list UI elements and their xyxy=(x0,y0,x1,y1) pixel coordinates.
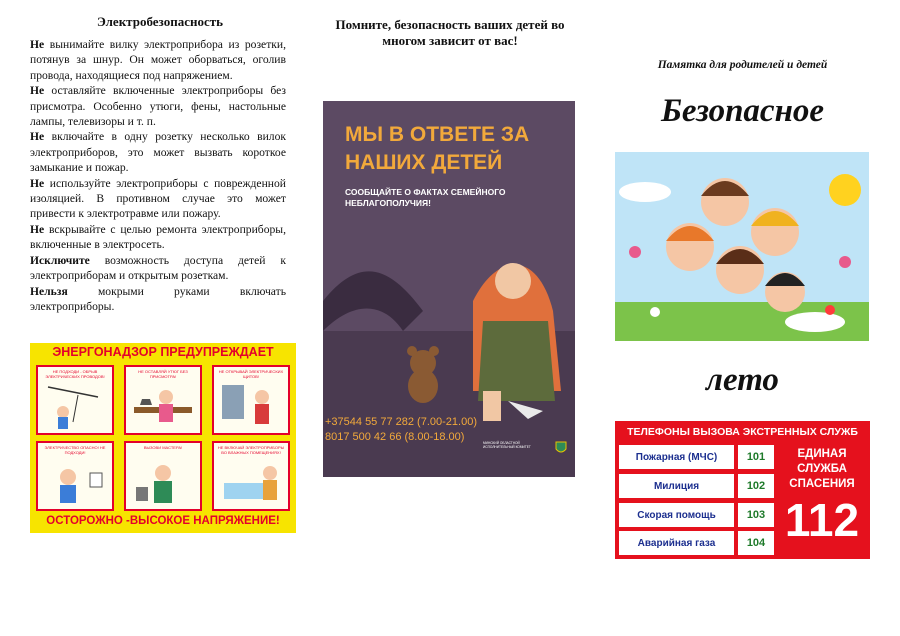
children-illustration xyxy=(615,152,869,341)
electrical-safety-rules xyxy=(30,37,286,314)
poster-phones xyxy=(325,415,505,445)
energonadzor-heading: ЭНЕРГОНАДЗОР ПРЕДУПРЕЖДАЕТ xyxy=(52,345,274,359)
poster-organization: МИНСКИЙ ОБЛАСТНОЙ ИСПОЛНИТЕЛЬНЫЙ КОМИТЕТ xyxy=(483,441,531,449)
poster-subhead: СООБЩАЙТЕ О ФАКТАХ СЕМЕЙНОГО НЕБЛАГОПОЛУЧИЯ! xyxy=(345,187,506,208)
electric-panel-illustration xyxy=(214,367,288,433)
rule-item: Не используйте электроприборы с поврежденной изоляцией. В противном случае это может привести к электротравме или пожару. xyxy=(30,176,286,221)
warning-panel: ВЫЗОВИ МАСТЕРА! xyxy=(124,441,202,511)
leaflet-title-summer: лето xyxy=(706,362,779,398)
warning-panel: НЕ ОТКРЫВАЙ ЭЛЕКТРИЧЕСКИХ ЩИТОВ! xyxy=(212,365,290,435)
leaflet-subtitle: Памятка для родителей и детей xyxy=(657,59,828,71)
emergency-service-row xyxy=(619,445,774,469)
energonadzor-footer: ОСТОРОЖНО -ВЫСОКОЕ НАПРЯЖЕНИЕ! xyxy=(46,515,280,527)
energonadzor-poster xyxy=(30,343,296,533)
service-number: 103 xyxy=(738,503,774,527)
electrical-safety-title: Электробезопасность xyxy=(96,14,223,29)
unified-rescue-service-label: ЕДИНАЯ СЛУЖБА СПАСЕНИЯ xyxy=(789,448,855,490)
service-name: Аварийная газа xyxy=(619,531,734,555)
bathroom-illustration xyxy=(214,443,288,509)
service-number: 104 xyxy=(738,531,774,555)
warning-panel: ЭЛЕКТРИЧЕСТВО ОПАСНО! НЕ ПОДХОДИ! xyxy=(36,441,114,511)
child-socket-illustration xyxy=(38,443,112,509)
emergency-service-row xyxy=(619,503,774,527)
emergency-phones-panel xyxy=(615,421,870,559)
warning-panel: НЕ ОСТАВЛЯЙ УТЮГ БЕЗ ПРИСМОТРА! xyxy=(124,365,202,435)
warning-panel: НЕ ВКЛЮЧАЙ ЭЛЕКТРОПРИБОРЫ ВО ВЛАЖНЫХ ПОМЕЩЕНИЯХ! xyxy=(212,441,290,511)
service-number: 101 xyxy=(738,445,774,469)
rule-item: Нельзя мокрыми руками включать электроприборы. xyxy=(30,284,286,313)
parents-reminder-title: Помните, безопасность ваших детей во многом зависит от вас! xyxy=(335,17,565,48)
service-name: Скорая помощь xyxy=(619,503,734,527)
service-name: Милиция xyxy=(619,474,734,498)
rule-item: Не вскрывайте с целью ремонта электроприборы, включенные в электросеть. xyxy=(30,222,286,252)
electrician-illustration xyxy=(126,443,200,509)
service-number: 102 xyxy=(738,474,774,498)
unified-rescue-number: 112 xyxy=(784,494,860,546)
warning-panel: НЕ ПОДХОДИ - ОБРЫВ ЭЛЕКТРИЧЕСКИХ ПРОВОДОВ! xyxy=(36,365,114,435)
leaflet-title-safe: Безопасное xyxy=(660,93,825,129)
poster-phone-1: +37544 55 77 282 (7.00-21.00) xyxy=(325,416,477,428)
coat-of-arms-icon xyxy=(555,441,567,455)
emergency-service-row xyxy=(619,531,774,555)
service-name: Пожарная (МЧС) xyxy=(619,445,734,469)
poster-headline: МЫ В ОТВЕТЕ ЗА НАШИХ ДЕТЕЙ xyxy=(345,123,530,174)
kids-circle-illustration xyxy=(615,152,869,341)
poster-phone-2: 8017 500 42 66 (8.00-18.00) xyxy=(325,431,465,443)
emergency-phones-title: ТЕЛЕФОНЫ ВЫЗОВА ЭКСТРЕННЫХ СЛУЖБ xyxy=(627,426,858,438)
power-line-illustration xyxy=(38,367,112,433)
rule-item: Не оставляйте включенные электроприборы без присмотра. Особенно утюги, фены, настольные лампы, телевизоры и т. п. xyxy=(30,84,286,129)
family-responsibility-poster xyxy=(323,101,575,477)
rule-item: Не включайте в одну розетку несколько вилок электроприборов, это может вызвать короткое замыкание и пожар. xyxy=(30,130,286,175)
rule-item: Не вынимайте вилку электроприбора из розетки, потянув за шнур. Он может оборваться, оголив провода, находящиеся под напряжением. xyxy=(30,38,286,82)
rule-item: Исключите возможность доступа детей к электроприборам и открытым розеткам. xyxy=(30,253,286,283)
emergency-service-row xyxy=(619,474,774,498)
iron-illustration xyxy=(126,367,200,433)
